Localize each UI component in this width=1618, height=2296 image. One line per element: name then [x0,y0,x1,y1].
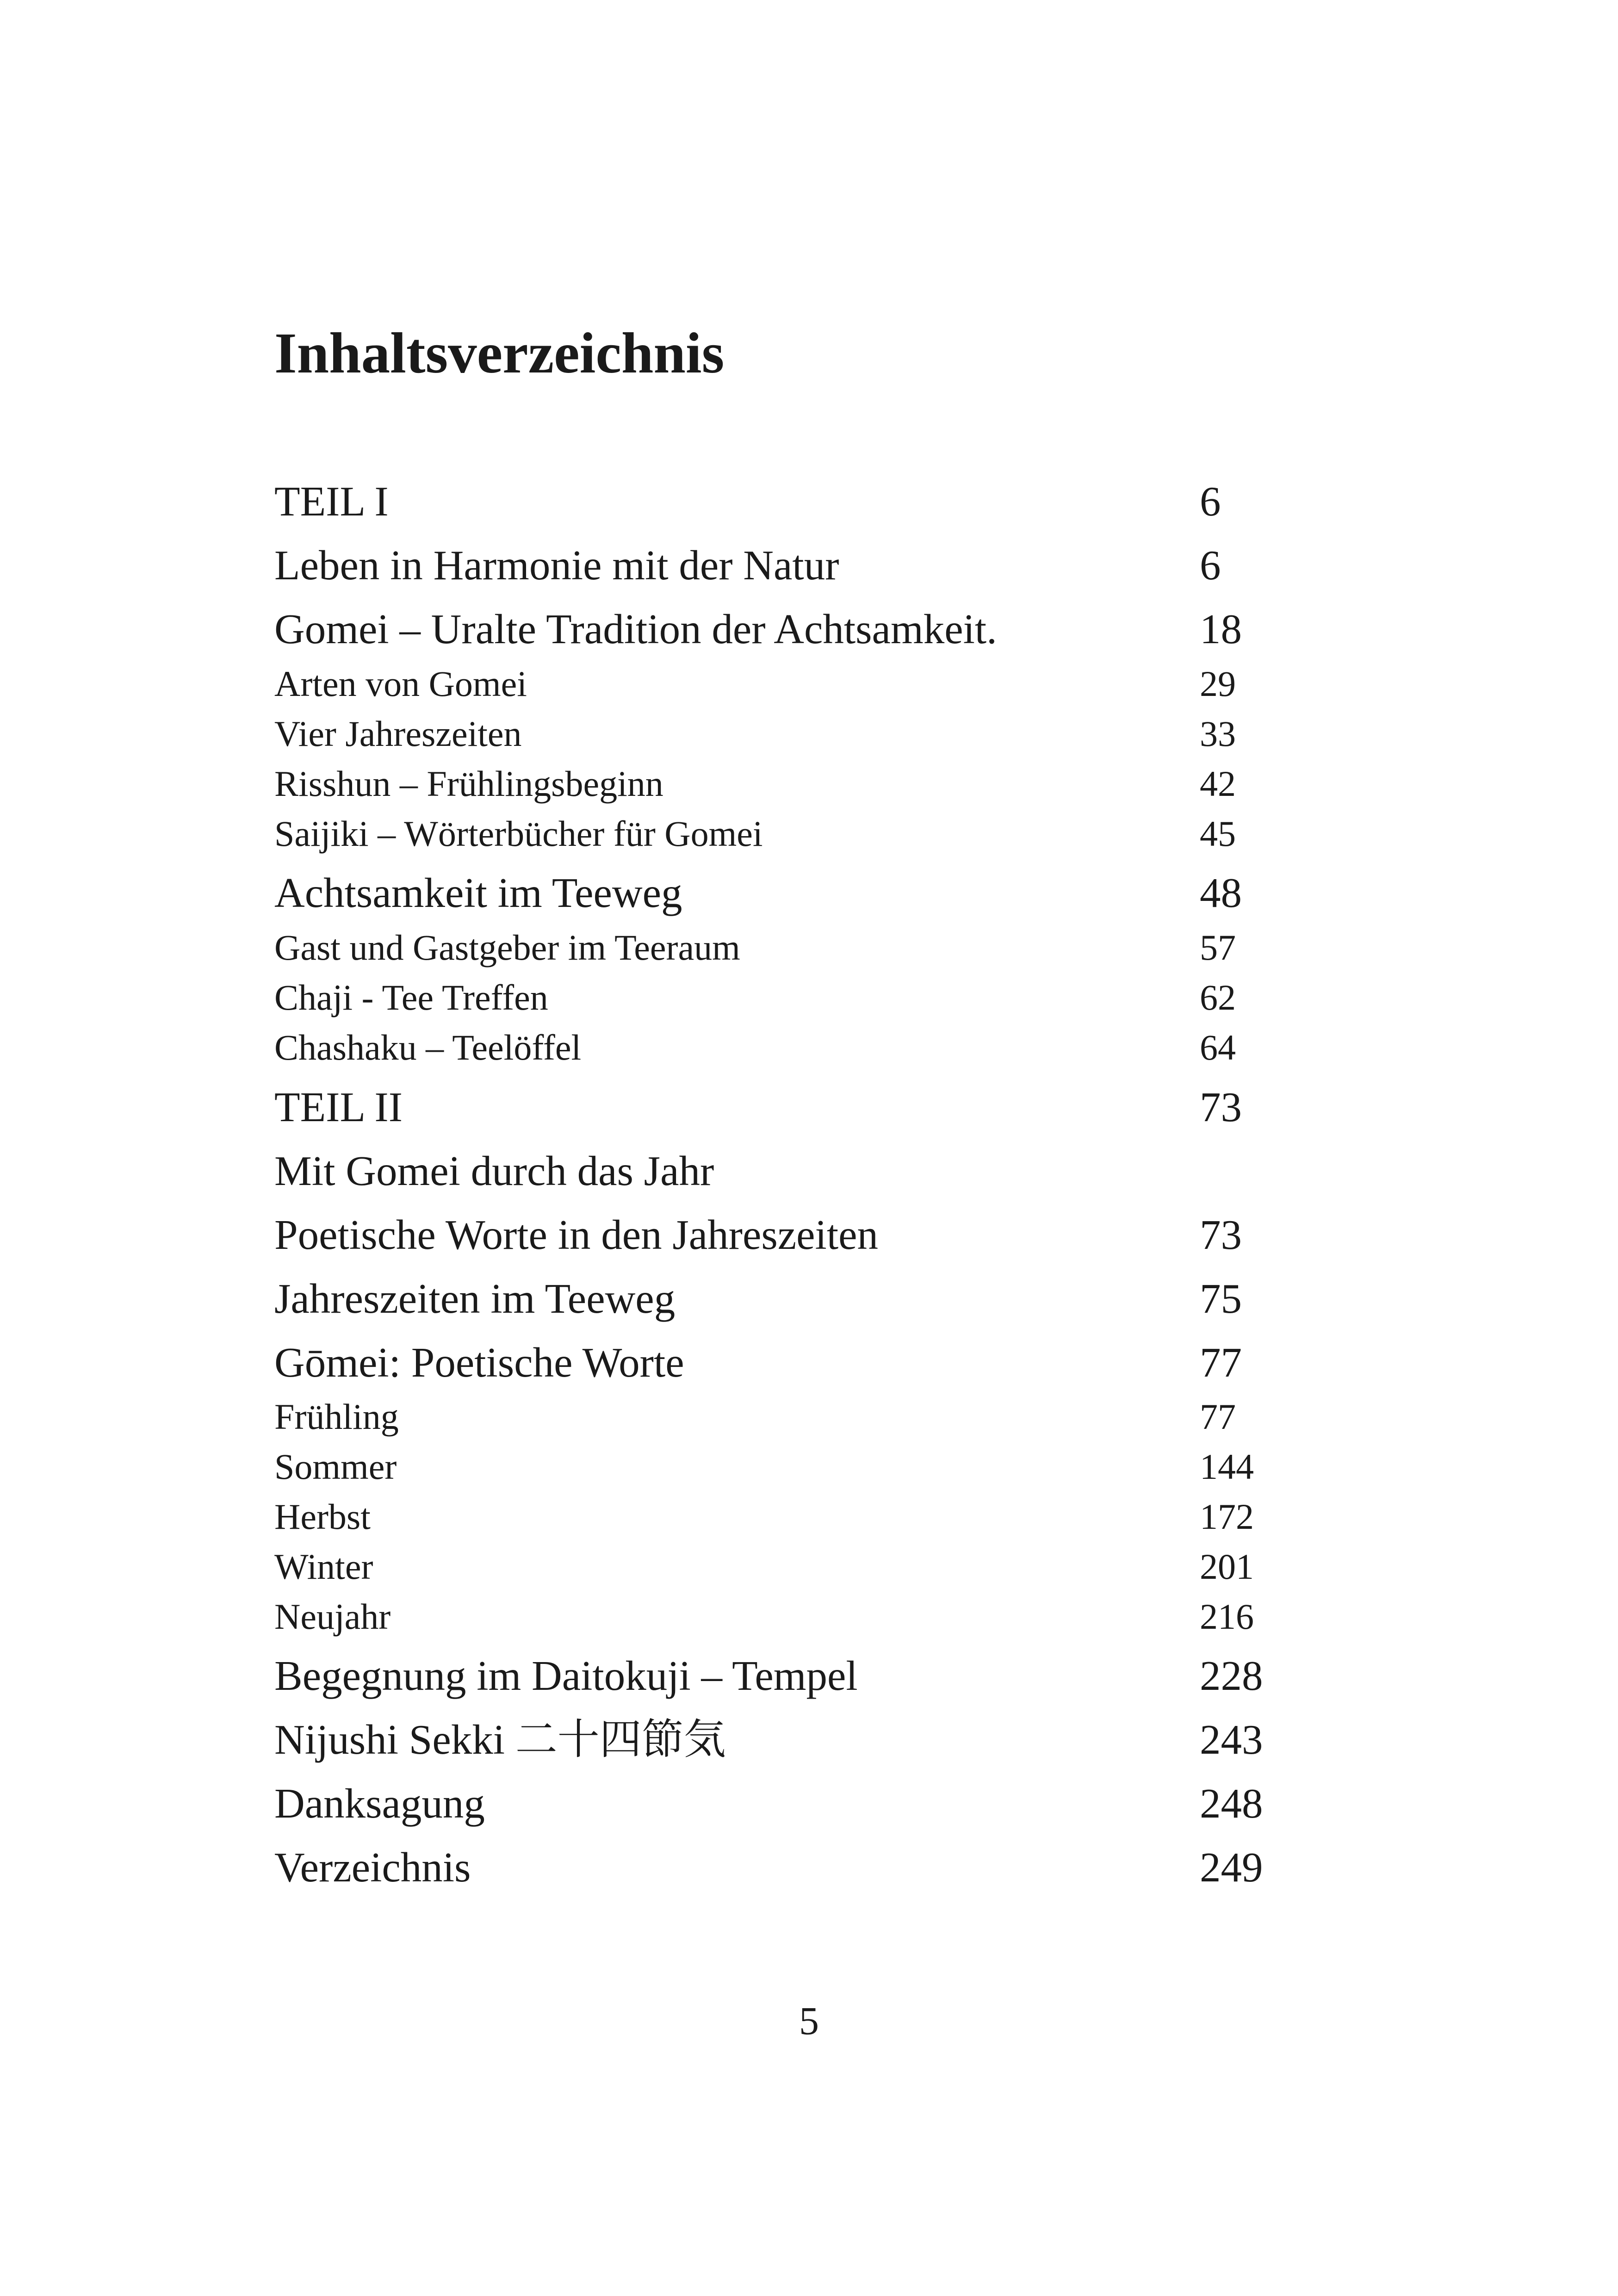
table-of-contents [274,0,1315,2296]
toc-entry-page: 73 [1200,1211,1242,1258]
toc-entry-title: Gōmei: Poetische Worte [274,1339,684,1386]
toc-entry-title: Vier Jahreszeiten [274,714,522,754]
toc-entry-title: Arten von Gomei [274,664,527,704]
toc-entry [274,925,1315,971]
toc-entry [274,1271,1315,1327]
toc-entry-title: Jahreszeiten im Teeweg [274,1275,676,1322]
toc-entry-title: Sommer [274,1446,397,1487]
toc-entry-page: 249 [1200,1844,1263,1891]
toc-entry [274,1840,1315,1895]
toc-entry [274,1024,1315,1071]
toc-entry [274,602,1315,657]
toc-entry-page: 73 [1200,1084,1242,1130]
toc-entry [274,974,1315,1021]
toc-entry-title: Chaji - Tee Treffen [274,977,548,1018]
toc-entry [274,1143,1315,1199]
toc-entry-page: 45 [1200,813,1236,854]
toc-entry-title: Winter [274,1546,373,1587]
toc-entry-page: 48 [1200,869,1242,916]
toc-entry [274,1080,1315,1135]
toc-entry-page: 6 [1200,478,1221,525]
toc-entry-title: Chashaku – Teelöffel [274,1027,582,1067]
toc-entry [274,811,1315,857]
toc-entry-page: 57 [1200,927,1236,968]
toc-entry [274,1444,1315,1490]
toc-entry [274,761,1315,807]
toc-entry-page: 75 [1200,1275,1242,1322]
toc-entry-page: 33 [1200,714,1236,754]
toc-entry-page: 248 [1200,1780,1263,1827]
toc-entry [274,1594,1315,1640]
toc-entry-page: 216 [1200,1596,1254,1637]
toc-entry-title: TEIL I [274,478,389,525]
toc-entry-title: Frühling [274,1396,399,1437]
toc-entry-page: 18 [1200,606,1242,652]
toc-entry [274,1648,1315,1704]
toc-entry-title: Nijushi Sekki 二十四節気 [274,1716,726,1763]
toc-entry-page: 29 [1200,664,1236,704]
toc-entry [274,1544,1315,1590]
toc-entry [274,474,1315,529]
toc-entry [274,1712,1315,1768]
toc-entry-title: Begegnung im Daitokuji – Tempel [274,1652,858,1699]
toc-entry-title: Leben in Harmonie mit der Natur [274,542,839,589]
toc-entry [274,711,1315,757]
toc-entry [274,865,1315,921]
toc-entry-title: Danksagung [274,1780,485,1827]
toc-entry-page: 77 [1200,1396,1236,1437]
toc-entry [274,538,1315,593]
toc-entry-title: Saijiki – Wörterbücher für Gomei [274,813,763,854]
toc-entry-title: Neujahr [274,1596,391,1637]
toc-entry-title: Risshun – Frühlingsbeginn [274,763,663,804]
toc-entry-page: 6 [1200,542,1221,589]
toc-entry [274,1207,1315,1263]
toc-entry-title: Mit Gomei durch das Jahr [274,1148,714,1194]
toc-entry [274,1494,1315,1540]
toc-entry-title: Gomei – Uralte Tradition der Achtsamkeit. [274,606,997,652]
toc-entry-title: Herbst [274,1496,371,1537]
toc-entry-title: Achtsamkeit im Teeweg [274,869,682,916]
toc-entry [274,1776,1315,1831]
toc-entry-page: 201 [1200,1546,1254,1587]
toc-entry-page: 243 [1200,1716,1263,1763]
toc-entry-page: 64 [1200,1027,1236,1067]
toc-entry-page: 144 [1200,1446,1254,1487]
toc-entry-title: Poetische Worte in den Jahreszeiten [274,1211,879,1258]
toc-entry-page: 62 [1200,977,1236,1018]
toc-entry-title: Verzeichnis [274,1844,471,1891]
toc-entry-title: Gast und Gastgeber im Teeraum [274,927,740,968]
toc-entry-page: 228 [1200,1652,1263,1699]
page-title: Inhaltsverzeichnis [274,322,725,385]
toc-entry-page: 42 [1200,763,1236,804]
page-number: 5 [799,1998,819,2043]
toc-entry-title: TEIL II [274,1084,403,1130]
toc-entry [274,1335,1315,1390]
toc-entry-page: 77 [1200,1339,1242,1386]
toc-entry [274,661,1315,707]
toc-entry-page: 172 [1200,1496,1254,1537]
toc-entry [274,1394,1315,1440]
